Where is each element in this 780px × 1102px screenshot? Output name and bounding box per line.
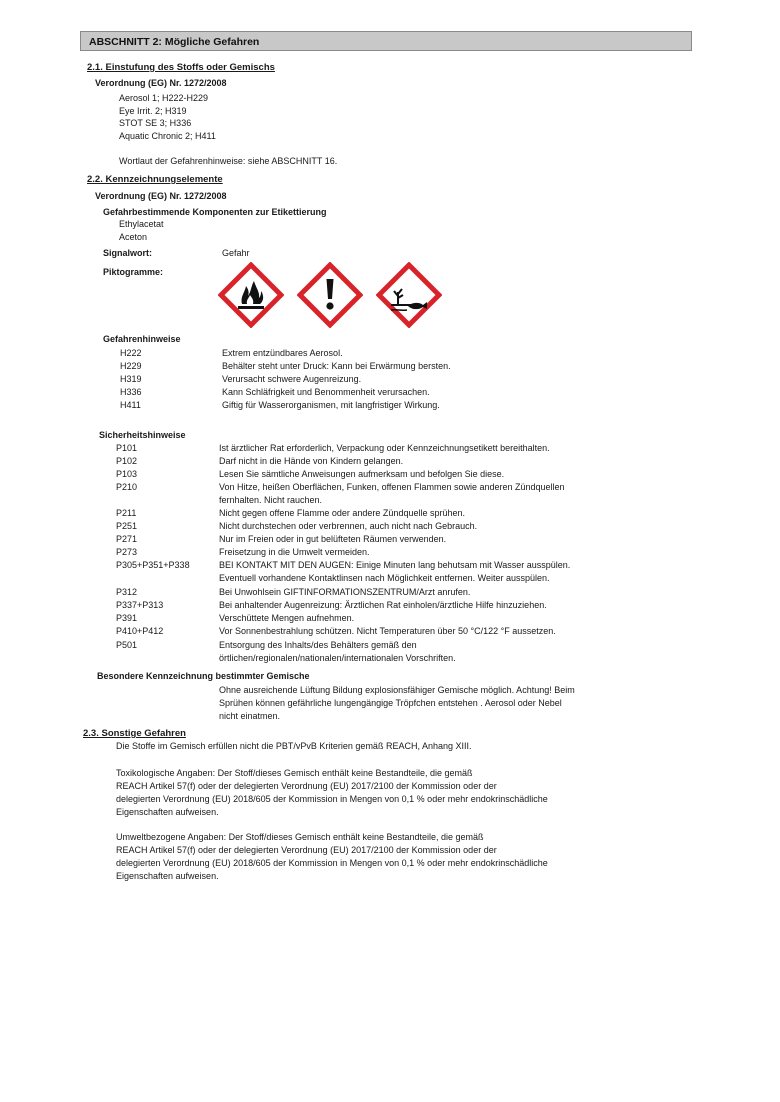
classification-line: Eye Irrit. 2; H319	[119, 106, 187, 116]
signal-word-value: Gefahr	[222, 248, 250, 258]
tox-info-line: delegierten Verordnung (EU) 2018/605 der Kommission in Mengen von 0,1 % oder mehr endokrinschädliche	[116, 794, 548, 804]
heading-2-3: 2.3. Sonstige Gefahren	[83, 728, 186, 739]
env-info-line: Eigenschaften aufweisen.	[116, 871, 219, 881]
tox-info-line: REACH Artikel 57(f) oder der delegierten Verordnung (EU) 2017/2100 der Kommission oder der	[116, 781, 497, 791]
safety-text: Nicht durchstechen oder verbrennen, auch nicht nach Gebrauch.	[219, 521, 478, 531]
safety-text: Nur im Freien oder in gut belüfteten Räumen verwenden.	[219, 534, 447, 544]
environment-icon	[376, 262, 442, 328]
signal-word-label: Signalwort:	[103, 248, 152, 258]
safety-text: BEI KONTAKT MIT DEN AUGEN: Einige Minuten lang behutsam mit Wasser ausspülen.	[219, 560, 571, 570]
safety-text: Eventuell vorhandene Kontaktlinsen nach Möglichkeit entfernen. Weiter ausspülen.	[219, 573, 550, 583]
safety-text: fernhalten. Nicht rauchen.	[219, 495, 323, 505]
safety-code: P337+P313	[116, 600, 164, 610]
safety-code: P103	[116, 469, 138, 479]
safety-text: Entsorgung des Inhalts/des Behälters gemäß den	[219, 640, 417, 650]
flame-icon	[218, 262, 284, 328]
safety-text: Nicht gegen offene Flamme oder andere Zündquelle sprühen.	[219, 508, 465, 518]
heading-2-2: 2.2. Kennzeichnungselemente	[87, 174, 223, 185]
safety-text: Bei anhaltender Augenreizung: Ärztlichen Rat einholen/ärztliche Hilfe hinzuziehen.	[219, 600, 547, 610]
pbt-statement: Die Stoffe im Gemisch erfüllen nicht die PBT/vPvB Kriterien gemäß REACH, Anhang XIII.	[116, 741, 472, 751]
safety-text: Von Hitze, heißen Oberflächen, Funken, offenen Flammen sowie anderen Zündquellen	[219, 482, 565, 492]
safety-text: Freisetzung in die Umwelt vermeiden.	[219, 547, 370, 557]
safety-code: P211	[116, 508, 137, 518]
hazard-statements-label: Gefahrenhinweise	[103, 334, 181, 344]
env-info-line: Umweltbezogene Angaben: Der Stoff/dieses Gemisch enthält keine Bestandteile, die gemäß	[116, 832, 484, 842]
safety-text: örtlichen/regionalen/nationalen/internationalen Vorschriften.	[219, 653, 456, 663]
special-labelling-text: Sprühen können gefährliche lungengängige Tröpfchen entstehen . Aerosol oder Nebel	[219, 698, 562, 708]
env-info-line: REACH Artikel 57(f) oder der delegierten Verordnung (EU) 2017/2100 der Kommission oder der	[116, 845, 497, 855]
classification-line: STOT SE 3; H336	[119, 118, 192, 128]
safety-text: Darf nicht in die Hände von Kindern gelangen.	[219, 456, 404, 466]
section-header	[80, 31, 692, 51]
safety-text: Verschüttete Mengen aufnehmen.	[219, 613, 355, 623]
safety-text: Ist ärztlicher Rat erforderlich, Verpackung oder Kennzeichnungsetikett bereithalten.	[219, 443, 550, 453]
wording-note: Wortlaut der Gefahrenhinweise: siehe ABSCHNITT 16.	[119, 156, 338, 166]
classification-line: Aquatic Chronic 2; H411	[119, 131, 216, 141]
heading-2-1: 2.1. Einstufung des Stoffs oder Gemischs	[87, 62, 275, 73]
safety-code: P305+P351+P338	[116, 560, 190, 570]
component-item: Ethylacetat	[119, 219, 164, 229]
special-labelling-text: Ohne ausreichende Lüftung Bildung explosionsfähiger Gemische möglich. Achtung! Beim	[219, 685, 575, 695]
safety-code: P391	[116, 613, 138, 623]
safety-code: P501	[116, 640, 138, 650]
section-title: ABSCHNITT 2: Mögliche Gefahren	[89, 36, 260, 48]
special-labelling-text: nicht einatmen.	[219, 711, 281, 721]
hazard-code: H411	[120, 400, 141, 410]
safety-statements-label: Sicherheitshinweise	[99, 430, 186, 440]
tox-info-line: Eigenschaften aufweisen.	[116, 807, 219, 817]
hazard-text: Kann Schläfrigkeit und Benommenheit verursachen.	[222, 387, 430, 397]
safety-text: Lesen Sie sämtliche Anweisungen aufmerksam und befolgen Sie diese.	[219, 469, 505, 479]
safety-text: Vor Sonnenbestrahlung schützen. Nicht Temperaturen über 50 °C/122 °F aussetzen.	[219, 626, 556, 636]
component-item: Aceton	[119, 232, 148, 242]
hazard-code: H229	[120, 361, 142, 371]
safety-code: P210	[116, 482, 138, 492]
safety-code: P312	[116, 587, 138, 597]
safety-code: P251	[116, 521, 138, 531]
safety-code: P102	[116, 456, 138, 466]
exclamation-mark-icon	[297, 262, 363, 328]
hazard-text: Behälter steht unter Druck: Kann bei Erwärmung bersten.	[222, 361, 451, 371]
safety-code: P271	[116, 534, 138, 544]
hazard-code: H319	[120, 374, 142, 384]
hazard-text: Extrem entzündbares Aerosol.	[222, 348, 343, 358]
regulation-2-2: Verordnung (EG) Nr. 1272/2008	[95, 191, 227, 201]
hazard-text: Giftig für Wasserorganismen, mit langfristiger Wirkung.	[222, 400, 440, 410]
env-info-line: delegierten Verordnung (EU) 2018/605 der Kommission in Mengen von 0,1 % oder mehr endokrinschädliche	[116, 858, 548, 868]
safety-code: P410+P412	[116, 626, 164, 636]
safety-code: P101	[116, 443, 138, 453]
pictograms-label: Piktogramme:	[103, 267, 164, 277]
hazard-code: H336	[120, 387, 142, 397]
tox-info-line: Toxikologische Angaben: Der Stoff/dieses Gemisch enthält keine Bestandteile, die gemäß	[116, 768, 473, 778]
safety-text: Bei Unwohlsein GIFTINFORMATIONSZENTRUM/Arzt anrufen.	[219, 587, 471, 597]
components-label: Gefahrbestimmende Komponenten zur Etikettierung	[103, 207, 327, 217]
regulation-2-1: Verordnung (EG) Nr. 1272/2008	[95, 78, 227, 88]
safety-code: P273	[116, 547, 138, 557]
hazard-code: H222	[120, 348, 142, 358]
classification-line: Aerosol 1; H222-H229	[119, 93, 209, 103]
hazard-text: Verursacht schwere Augenreizung.	[222, 374, 362, 384]
special-labelling-label: Besondere Kennzeichnung bestimmter Gemische	[97, 671, 310, 681]
